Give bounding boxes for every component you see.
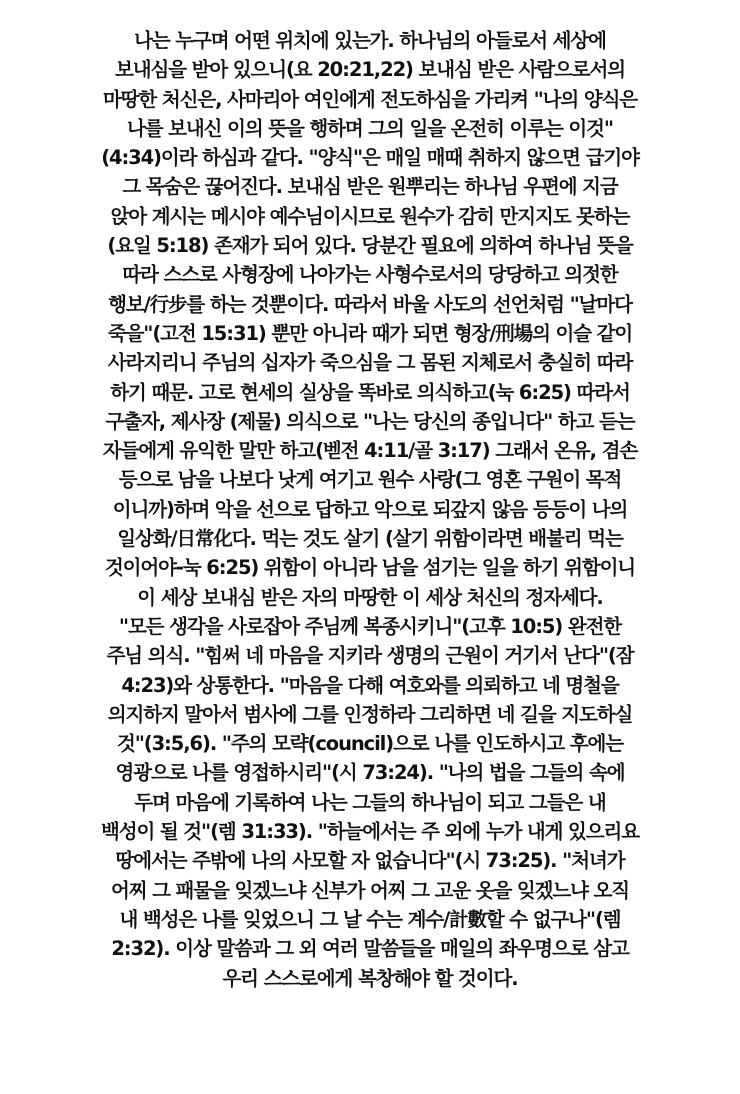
text-line: 그 목숨은 끊어진다. 보내심 받은 원뿌리는 하나님 우편에 지금: [122, 175, 618, 199]
document-text-block: [0, 26, 740, 993]
text-line: 이니까)하며 악을 선으로 답하고 악으로 되갚지 않음 등등이 나의: [112, 497, 628, 521]
text-line: 행보/行步를 하는 것뿐이다. 따라서 바울 사도의 선언처럼 "날마다: [108, 292, 632, 316]
text-line: 두며 마음에 기록하여 나는 그들의 하나님이 되고 그들은 내: [134, 790, 606, 814]
text-line: 것이어야-눅 6:25) 위함이 아니라 남을 섬기는 일을 하기 위함이니: [104, 556, 636, 580]
text-line: 것"(3:5,6). "주의 모략(council)으로 나를 인도하시고 후에는: [116, 732, 623, 756]
text-line: 나를 보내신 이의 뜻을 행하며 그의 일을 온전히 이루는 이것": [127, 116, 613, 140]
text-line: 나는 누구며 어떤 위치에 있는가. 하나님의 아들로서 세상에: [134, 29, 606, 52]
text-line: 영광으로 나를 영접하시리"(시 73:24). "나의 법을 그들의 속에: [115, 761, 625, 785]
text-line: "모든 생각을 사로잡아 주님께 복종시키니"(고후 10:5) 완전한: [118, 614, 622, 638]
text-line: 어찌 그 패물을 잊겠느냐 신부가 어찌 그 고운 옷을 잊겠느냐 오직: [110, 878, 630, 902]
text-line: 우리 스스로에게 복창해야 할 것이다.: [222, 966, 518, 990]
text-line: 일상화/日常化다. 먹는 것도 살기 (살기 위함이라면 배불리 먹는: [117, 527, 623, 551]
text-line: 자들에게 유익한 말만 하고(벧전 4:11/골 3:17) 그래서 온유, 겸손: [102, 439, 638, 463]
text-line: 마땅한 처신은, 사마리아 여인에게 전도하심을 가리켜 "나의 양식은: [102, 87, 638, 111]
text-line: 따라 스스로 사형장에 나아가는 사형수로서의 당당하고 의젓한: [122, 263, 618, 287]
text-line: 하기 때문. 고로 현세의 실상을 똑바로 의식하고(눅 6:25) 따라서: [110, 380, 630, 404]
text-line: (요일 5:18) 존재가 되어 있다. 당분간 필요에 의하여 하나님 뜻을: [107, 234, 633, 258]
text-line: 4:23)와 상통한다. "마음을 다해 여호와를 의뢰하고 네 명철을: [121, 673, 619, 697]
text-line: 이 세상 보내심 받은 자의 마땅한 이 세상 처신의 정자세다.: [137, 585, 603, 609]
text-line: 등으로 남을 나보다 낫게 여기고 원수 사랑(그 영혼 구원이 목적: [118, 468, 622, 492]
text-line: 의지하지 말아서 범사에 그를 인정하라 그리하면 네 길을 지도하실: [107, 702, 633, 726]
text-line: 구출자, 제사장 (제물) 의식으로 "나는 당신의 종입니다" 하고 듣는: [105, 409, 635, 433]
text-line: 백성이 될 것"(렘 31:33). "하늘에서는 주 외에 누가 내게 있으리요: [100, 820, 640, 844]
text-line: 주님 의식. "힘써 네 마음을 지키라 생명의 근원이 거기서 난다"(잠: [106, 644, 634, 668]
text-line: 2:32). 이상 말씀과 그 외 여러 말씀들을 매일의 좌우명으로 삼고: [111, 937, 629, 961]
text-line: 죽을"(고전 15:31) 뿐만 아니라 때가 되면 형장/刑場의 이슬 같이: [107, 321, 633, 345]
text-line: 보내심을 받아 있으니(요 20:21,22) 보내심 받은 사람으로서의: [114, 58, 626, 82]
text-line: (4:34)이라 하심과 같다. "양식"은 매일 매때 취하지 않으면 급기야: [101, 146, 639, 170]
text-line: 사라지리니 주님의 십자가 죽으심을 그 몸된 지체로서 충실히 따라: [107, 351, 633, 375]
text-line: 앉아 계시는 메시야 예수님이시므로 원수가 감히 만지지도 못하는: [110, 204, 630, 228]
text-line: 내 백성은 나를 잊었으니 그 날 수는 계수/計數할 수 없구나"(렘: [119, 907, 621, 931]
text-line: 땅에서는 주밖에 나의 사모할 자 없습니다"(시 73:25). "처녀가: [115, 849, 625, 873]
